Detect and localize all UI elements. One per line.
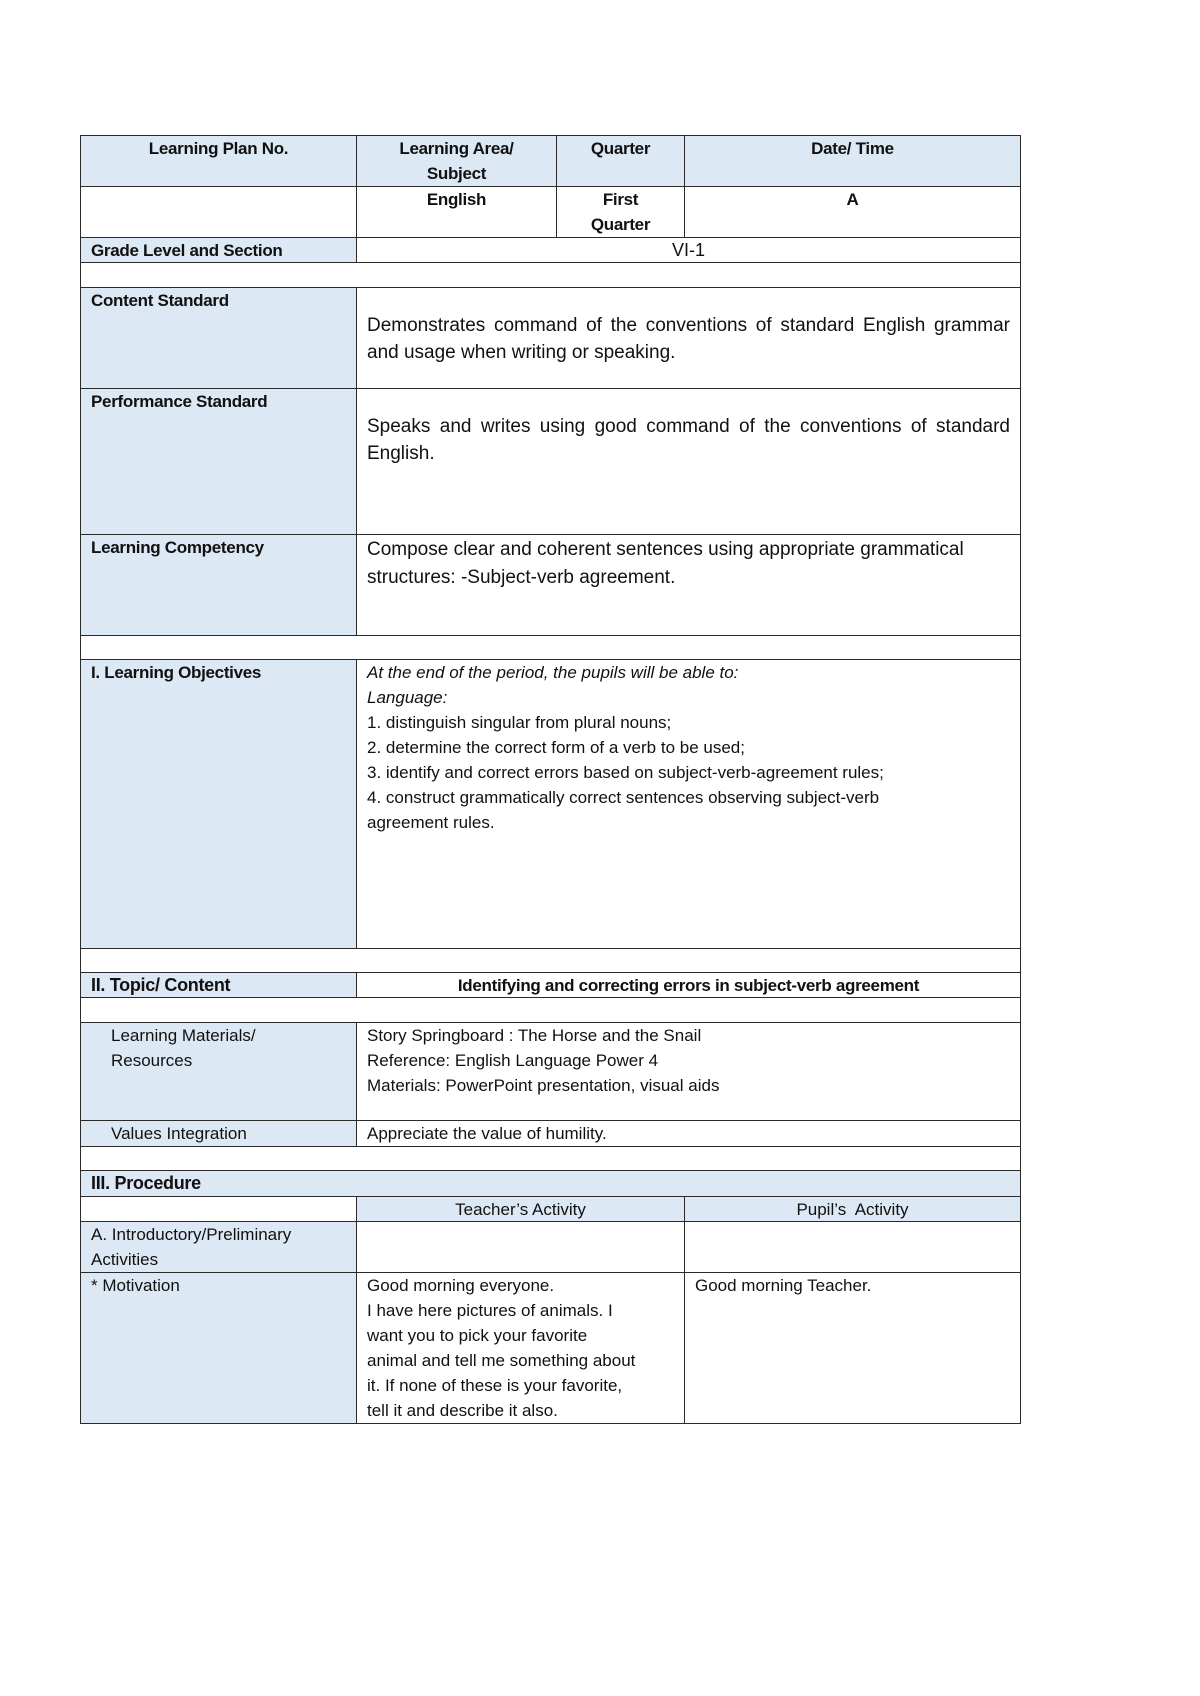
learning-competency-row: [80, 534, 1020, 635]
activity-header-blank: [80, 1196, 356, 1221]
teacher-line: want you to pick your favorite: [367, 1326, 588, 1345]
values-integration-label: Values Integration: [80, 1120, 356, 1146]
objective-item: 4. construct grammatically correct sentences observing subject-verb: [367, 788, 880, 807]
pupil-activity-cell: [684, 1272, 1021, 1424]
teacher-line: Good morning everyone.: [367, 1276, 555, 1295]
teacher-line: tell it and describe it also.: [367, 1401, 558, 1420]
step-label-line: A. Introductory/Preliminary: [91, 1225, 292, 1244]
grade-level-label: Grade Level and Section: [80, 237, 356, 262]
teacher-activity-cell: [356, 1272, 684, 1424]
teacher-line: it. If none of these is your favorite,: [367, 1376, 623, 1395]
values-integration-value: Appreciate the value of humility.: [356, 1120, 1021, 1146]
learning-area-header: [356, 135, 556, 186]
quarter-header-text: Quarter: [590, 139, 651, 158]
date-time-header: [684, 135, 1021, 186]
learning-objectives-value: [356, 659, 1021, 948]
objective-item: 3. identify and correct errors based on subject-verb-agreement rules;: [367, 763, 884, 782]
date-time-value: A: [684, 186, 1021, 237]
grade-level-row: [80, 237, 1020, 262]
materials-row: [80, 1022, 1020, 1120]
performance-standard-value: Speaks and writes using good command of the conventions of standard English.: [356, 388, 1021, 534]
quarter-header: [556, 135, 684, 186]
content-standard-value: Demonstrates command of the conventions of standard English grammar and usage when writing or speaking.: [356, 287, 1021, 388]
step-label-line: * Motivation: [91, 1276, 180, 1295]
learning-plan-no-header-text: Learning Plan No.: [148, 139, 289, 158]
teacher-activity-cell: [356, 1221, 684, 1272]
pupil-line: Good morning Teacher.: [695, 1276, 872, 1295]
spacer-row: [80, 948, 1020, 972]
content-standard-label: Content Standard: [80, 287, 356, 388]
teacher-activity-header: Teacher’s Activity: [356, 1196, 684, 1221]
spacer-cell: [80, 948, 1021, 972]
topic-label: II. Topic/ Content: [80, 972, 356, 997]
spacer-row: [80, 1146, 1020, 1170]
procedure-step-row: [80, 1221, 1020, 1272]
objective-item: 2. determine the correct form of a verb to be used;: [367, 738, 745, 757]
learning-competency-label: Learning Competency: [80, 534, 356, 635]
spacer-cell: [80, 1146, 1021, 1170]
materials-value: [356, 1022, 1021, 1120]
grade-level-value: VI-1: [356, 237, 1021, 262]
performance-standard-row: [80, 388, 1020, 534]
topic-value: Identifying and correcting errors in subject-verb agreement: [356, 972, 1021, 997]
spacer-row: [80, 262, 1020, 287]
table-bottom-border: [80, 1423, 1021, 1424]
values-integration-row: [80, 1120, 1020, 1146]
procedure-row: [80, 1170, 1020, 1196]
procedure-step-label: [80, 1221, 356, 1272]
spacer-cell: [80, 262, 1021, 287]
materials-line: Materials: PowerPoint presentation, visual aids: [367, 1076, 720, 1095]
learning-objectives-row: [80, 659, 1020, 948]
learning-objectives-label: I. Learning Objectives: [80, 659, 356, 948]
values-row: [80, 186, 1020, 237]
materials-label-line: Resources: [111, 1051, 193, 1070]
objectives-domain: Language:: [367, 688, 448, 707]
pupil-activity-header: Pupil’s Activity: [684, 1196, 1021, 1221]
procedure-step-row: [80, 1272, 1020, 1424]
performance-standard-label: Performance Standard: [80, 388, 356, 534]
teacher-line: animal and tell me something about: [367, 1351, 636, 1370]
materials-line: Reference: English Language Power 4: [367, 1051, 659, 1070]
materials-line: Story Springboard : The Horse and the Snail: [367, 1026, 702, 1045]
materials-label-line: Learning Materials/: [111, 1026, 256, 1045]
objective-item: 1. distinguish singular from plural nouns;: [367, 713, 672, 732]
materials-label: [80, 1022, 356, 1120]
header-row: [80, 135, 1020, 186]
quarter-value: First Quarter: [556, 186, 684, 237]
learning-area-value: English: [356, 186, 556, 237]
learning-area-header-text: Learning Area/ Subject: [399, 139, 514, 183]
learning-competency-value: Compose clear and coherent sentences using appropriate grammatical structures: -Subject-verb agreement.: [356, 534, 1021, 635]
pupil-activity-cell: [684, 1221, 1021, 1272]
objectives-intro: At the end of the period, the pupils will be able to:: [367, 663, 739, 682]
date-time-header-text: Date/ Time: [811, 139, 894, 158]
learning-plan-no-value: [80, 186, 356, 237]
activity-header-row: [80, 1196, 1020, 1221]
objective-item: agreement rules.: [367, 813, 495, 832]
step-label-line: Activities: [91, 1250, 159, 1269]
topic-row: [80, 972, 1020, 997]
spacer-row: [80, 635, 1020, 659]
spacer-cell: [80, 635, 1021, 659]
procedure-label: III. Procedure: [80, 1170, 1021, 1196]
teacher-line: I have here pictures of animals. I: [367, 1301, 613, 1320]
spacer-cell: [80, 997, 1021, 1022]
content-standard-row: [80, 287, 1020, 388]
procedure-step-label: [80, 1272, 356, 1424]
learning-plan-no-header: [80, 135, 356, 186]
spacer-row: [80, 997, 1020, 1022]
